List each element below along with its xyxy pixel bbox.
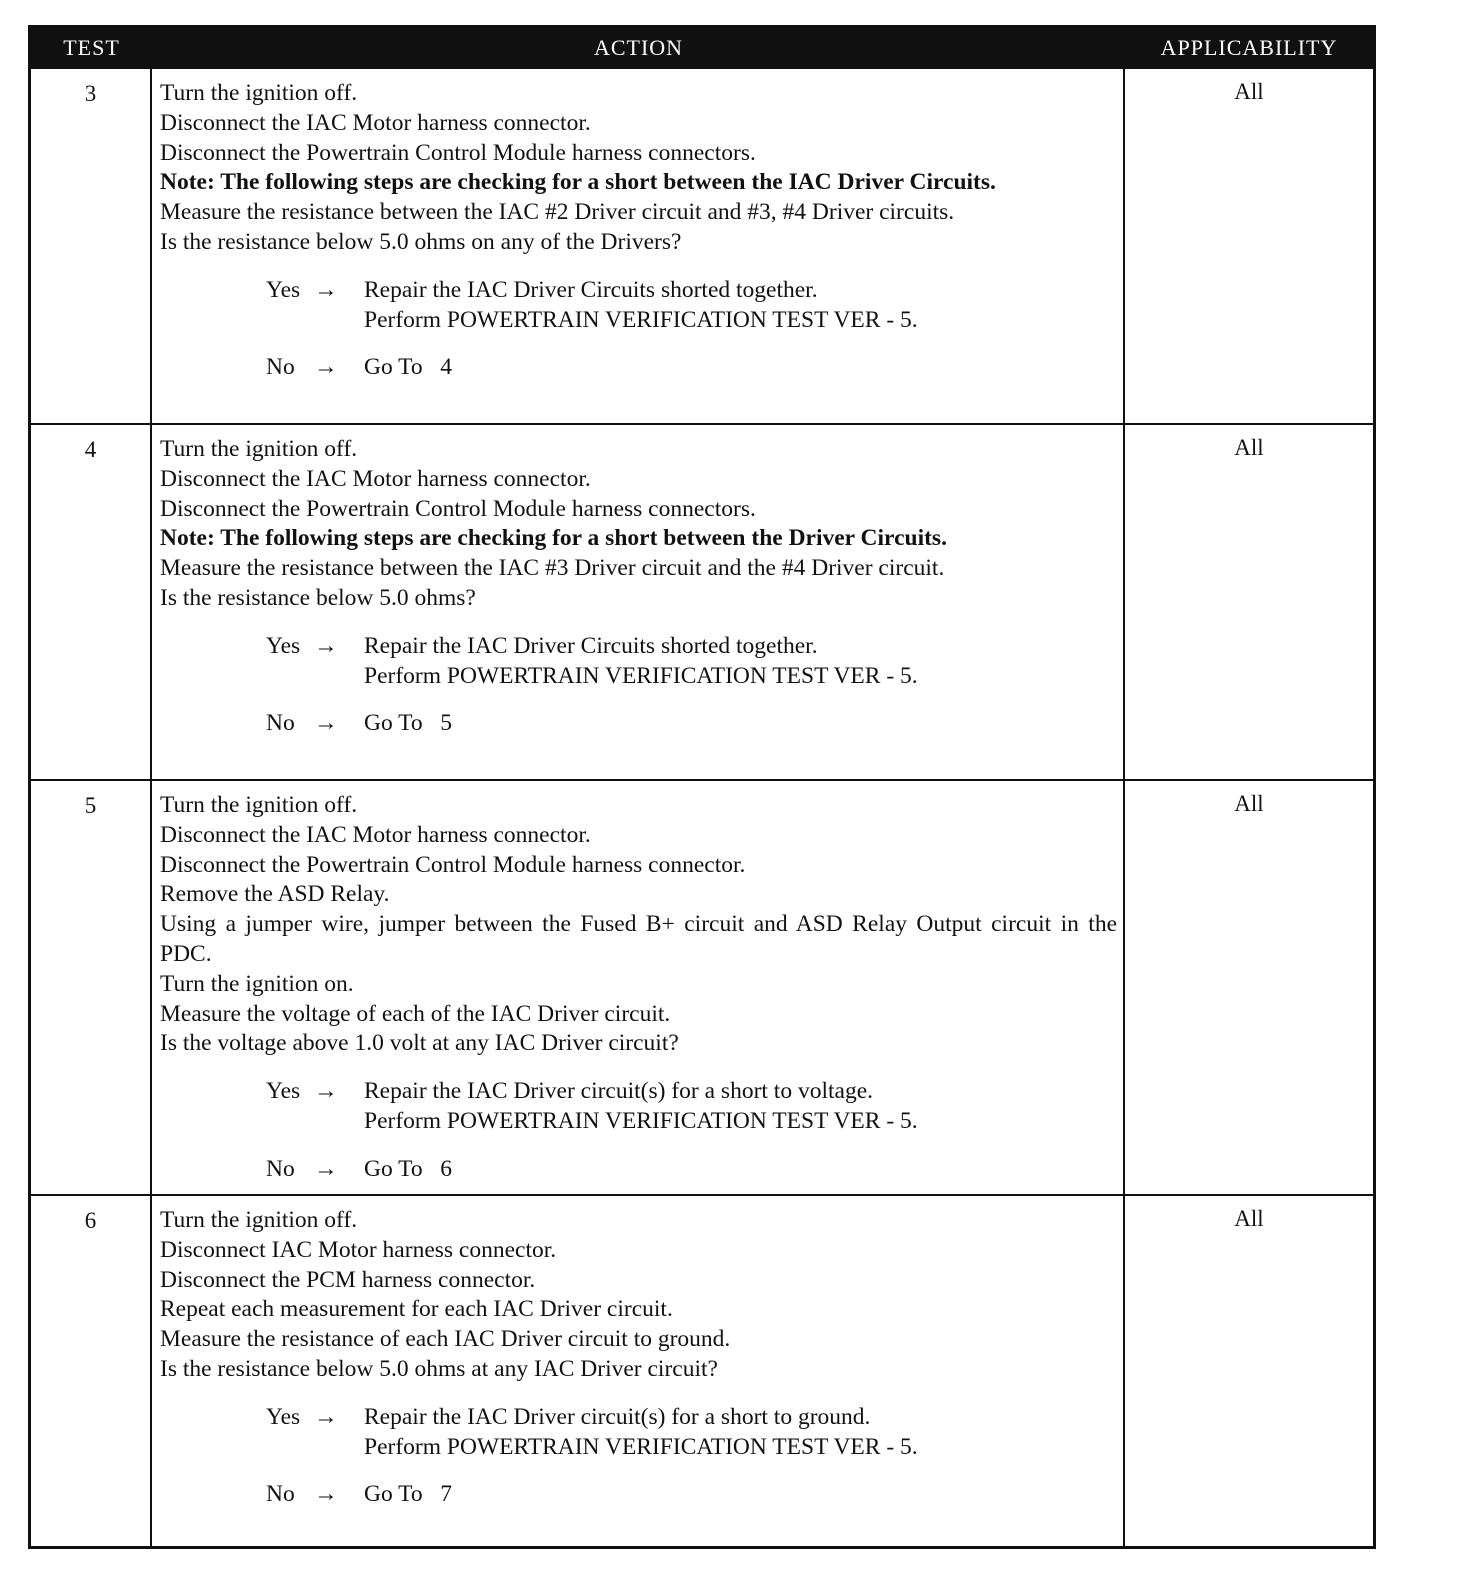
no-label: No bbox=[266, 710, 295, 737]
table-row-test-6 bbox=[31, 1194, 1373, 1546]
table-row-test-4 bbox=[31, 423, 1373, 779]
step-line: Measure the resistance between the IAC #2 Driver circuit and #3, #4 Driver circuits. bbox=[160, 199, 955, 226]
arrow-icon: → bbox=[314, 354, 338, 381]
arrow-icon: → bbox=[314, 710, 338, 737]
arrow-icon: → bbox=[314, 276, 338, 303]
step-line: Disconnect the Powertrain Control Module harness connectors. bbox=[160, 139, 756, 166]
arrow-icon: → bbox=[314, 1481, 338, 1508]
action-cell bbox=[152, 781, 1125, 1194]
no-goto: Go To 5 bbox=[364, 710, 453, 737]
arrow-icon: → bbox=[314, 1155, 338, 1182]
table-row-test-3 bbox=[31, 67, 1373, 423]
no-label: No bbox=[266, 354, 295, 381]
step-line: Disconnect the PCM harness connector. bbox=[160, 1266, 536, 1293]
test-number: 3 bbox=[31, 69, 152, 423]
step-line: Is the voltage above 1.0 volt at any IAC Driver circuit? bbox=[160, 1030, 679, 1057]
yes-action: Repair the IAC Driver Circuits shorted together. bbox=[364, 632, 818, 659]
test-number: 5 bbox=[31, 781, 152, 1194]
header-applicability: APPLICABILITY bbox=[1160, 34, 1338, 60]
no-label: No bbox=[266, 1481, 295, 1508]
note-text: Note: The following steps are checking for a short between the IAC Driver Circuits. bbox=[160, 169, 996, 196]
step-line: Repeat each measurement for each IAC Driver circuit. bbox=[160, 1296, 673, 1323]
step-line: Is the resistance below 5.0 ohms? bbox=[160, 584, 476, 611]
yes-label: Yes bbox=[266, 276, 301, 303]
table-header bbox=[31, 28, 1373, 67]
applicability-cell: All bbox=[1234, 79, 1264, 104]
step-line: Remove the ASD Relay. bbox=[160, 881, 390, 908]
yes-action: Repair the IAC Driver circuit(s) for a short to ground. bbox=[364, 1403, 871, 1430]
applicability-cell: All bbox=[1234, 791, 1264, 816]
no-goto: Go To 4 bbox=[364, 354, 453, 381]
decision-branch bbox=[266, 1077, 1117, 1184]
action-cell bbox=[152, 69, 1125, 423]
yes-action: Repair the IAC Driver Circuits shorted together. bbox=[364, 276, 818, 303]
arrow-icon: → bbox=[314, 1403, 338, 1430]
test-number: 4 bbox=[31, 425, 152, 779]
yes-label: Yes bbox=[266, 632, 301, 659]
step-line: Disconnect the Powertrain Control Module harness connectors. bbox=[160, 495, 756, 522]
header-test: TEST bbox=[63, 34, 120, 60]
action-cell bbox=[152, 425, 1125, 779]
yes-label: Yes bbox=[266, 1078, 301, 1105]
yes-action-verify: Perform POWERTRAIN VERIFICATION TEST VER - 5. bbox=[364, 1107, 918, 1134]
step-line: Disconnect IAC Motor harness connector. bbox=[160, 1236, 557, 1263]
step-line: Turn the ignition off. bbox=[160, 436, 358, 462]
step-line: Is the resistance below 5.0 ohms on any of the Drivers? bbox=[160, 228, 682, 255]
applicability-cell: All bbox=[1234, 435, 1264, 460]
step-line: Disconnect the IAC Motor harness connector. bbox=[160, 109, 591, 136]
yes-action-verify: Perform POWERTRAIN VERIFICATION TEST VER - 5. bbox=[364, 662, 918, 689]
step-line: Disconnect the IAC Motor harness connector. bbox=[160, 821, 591, 848]
yes-label: Yes bbox=[266, 1403, 301, 1430]
no-goto: Go To 6 bbox=[364, 1155, 453, 1182]
no-label: No bbox=[266, 1155, 295, 1182]
test-number: 6 bbox=[31, 1196, 152, 1546]
yes-action: Repair the IAC Driver circuit(s) for a short to voltage. bbox=[364, 1078, 874, 1105]
step-line: Measure the voltage of each of the IAC Driver circuit. bbox=[160, 1000, 671, 1027]
yes-action-verify: Perform POWERTRAIN VERIFICATION TEST VER - 5. bbox=[364, 1433, 918, 1460]
step-line: Disconnect the Powertrain Control Module harness connector. bbox=[160, 851, 746, 878]
table-row-test-5 bbox=[31, 779, 1373, 1194]
action-cell bbox=[152, 1196, 1125, 1546]
step-line: Is the resistance below 5.0 ohms at any IAC Driver circuit? bbox=[160, 1355, 718, 1382]
step-line: Turn the ignition off. bbox=[160, 80, 358, 106]
diagnostic-table bbox=[28, 25, 1376, 1549]
applicability-cell: All bbox=[1234, 1206, 1264, 1231]
decision-branch bbox=[266, 276, 1117, 383]
decision-branch bbox=[266, 632, 1117, 739]
step-line: Measure the resistance of each IAC Driver circuit to ground. bbox=[160, 1326, 731, 1353]
step-line: Turn the ignition off. bbox=[160, 792, 358, 818]
step-line: Measure the resistance between the IAC #3 Driver circuit and the #4 Driver circuit. bbox=[160, 555, 945, 582]
step-line: Turn the ignition on. bbox=[160, 970, 354, 997]
arrow-icon: → bbox=[314, 1078, 338, 1105]
decision-branch bbox=[266, 1403, 1117, 1510]
note-text: Note: The following steps are checking for a short between the Driver Circuits. bbox=[160, 525, 947, 552]
no-goto: Go To 7 bbox=[364, 1481, 453, 1508]
yes-action-verify: Perform POWERTRAIN VERIFICATION TEST VER - 5. bbox=[364, 306, 918, 333]
arrow-icon: → bbox=[314, 632, 338, 659]
step-line: Turn the ignition off. bbox=[160, 1207, 358, 1233]
header-action: ACTION bbox=[593, 34, 684, 60]
step-line: Disconnect the IAC Motor harness connector. bbox=[160, 465, 591, 492]
step-line: Using a jumper wire, jumper between the Fused B+ circuit and ASD Relay Output circuit in the PDC. bbox=[160, 911, 1117, 967]
